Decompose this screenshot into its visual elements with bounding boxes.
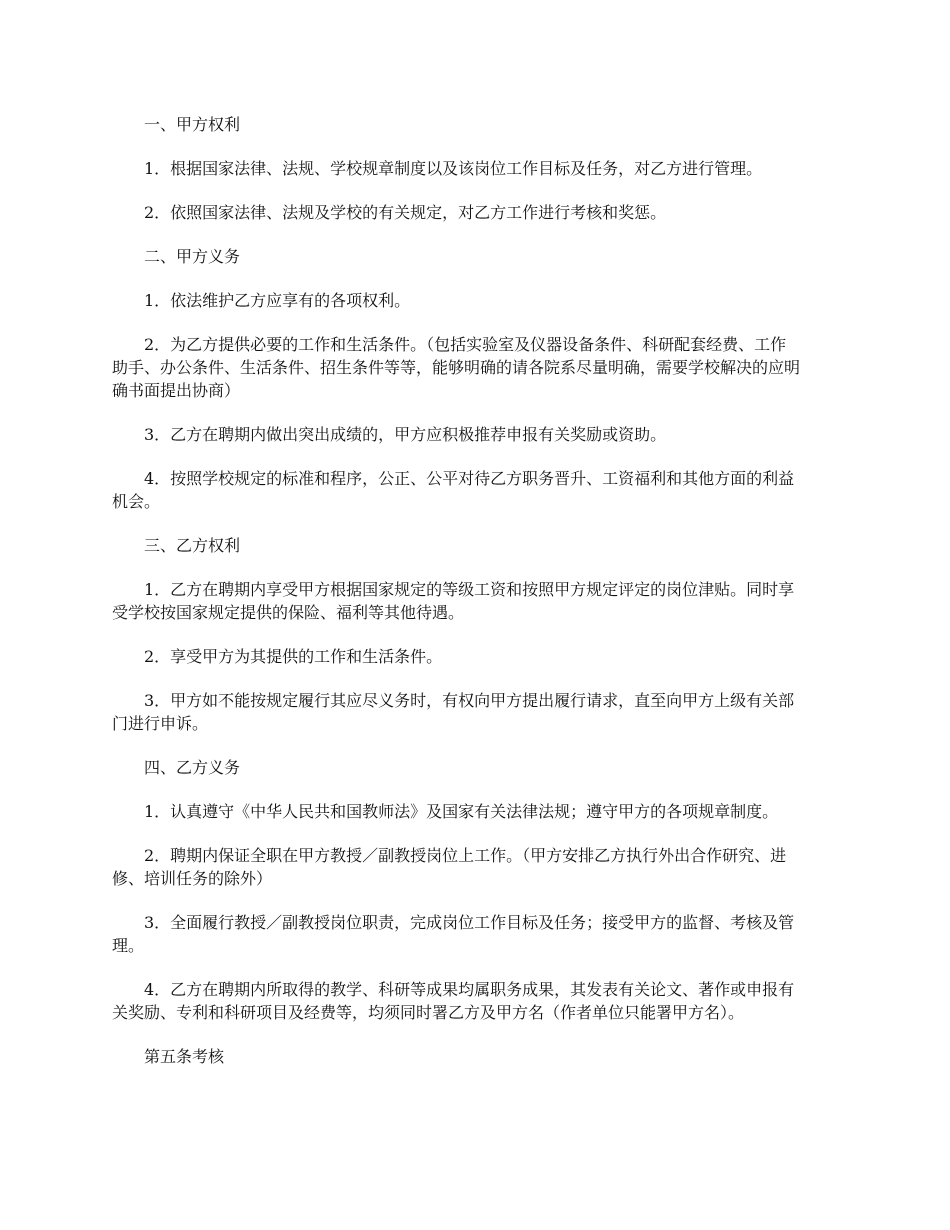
heading-party-b-duties: 四、乙方义务 (144, 758, 241, 777)
paragraph: 2．为乙方提供必要的工作和生活条件。（包括实验室及仪器设备条件、科研配套经费、工作助手、办公条件、生活条件、招生条件等等，能够明确的请各院系尽量明确，需要学校解决的应明确书面提出协商） (112, 335, 801, 400)
document-body (112, 113, 802, 1089)
heading-party-a-duties: 二、甲方义务 (144, 247, 241, 266)
paragraph: 4．按照学校规定的标准和程序，公正、公平对待乙方职务晋升、工资福利和其他方面的利益机会。 (112, 469, 795, 511)
paragraph: 1．认真遵守《中华人民共和国教师法》及国家有关法律法规；遵守甲方的各项规章制度。 (144, 802, 779, 821)
paragraph: 2．依照国家法律、法规及学校的有关规定，对乙方工作进行考核和奖惩。 (144, 203, 667, 222)
paragraph: 1．乙方在聘期内享受甲方根据国家规定的等级工资和按照甲方规定评定的岗位津贴。同时享受学校按国家规定提供的保险、福利等其他待遇。 (112, 580, 795, 622)
paragraph: 1．依法维护乙方应享有的各项权利。 (144, 291, 411, 310)
heading-party-b-rights: 三、乙方权利 (144, 536, 241, 555)
paragraph: 1．根据国家法律、法规、学校规章制度以及该岗位工作目标及任务，对乙方进行管理。 (144, 159, 763, 178)
paragraph: 3．全面履行教授／副教授岗位职责，完成岗位工作目标及任务；接受甲方的监督、考核及管理。 (112, 913, 795, 955)
paragraph: 2．聘期内保证全职在甲方教授／副教授岗位上工作。（甲方安排乙方执行外出合作研究、进修、培训任务的除外） (112, 846, 787, 888)
heading-party-a-rights: 一、甲方权利 (144, 115, 241, 134)
paragraph: 4．乙方在聘期内所取得的教学、科研等成果均属职务成果，其发表有关论文、著作或申报有关奖励、专利和科研项目及经费等，均须同时署乙方及甲方名（作者单位只能署甲方名）。 (112, 980, 795, 1022)
heading-article-five-assessment: 第五条考核 (144, 1047, 225, 1066)
paragraph: 3．甲方如不能按规定履行其应尽义务时，有权向甲方提出履行请求，直至向甲方上级有关部门进行申诉。 (112, 691, 795, 733)
paragraph: 3．乙方在聘期内做出突出成绩的，甲方应积极推荐申报有关奖励或资助。 (144, 425, 667, 444)
paragraph: 2．享受甲方为其提供的工作和生活条件。 (144, 647, 443, 666)
